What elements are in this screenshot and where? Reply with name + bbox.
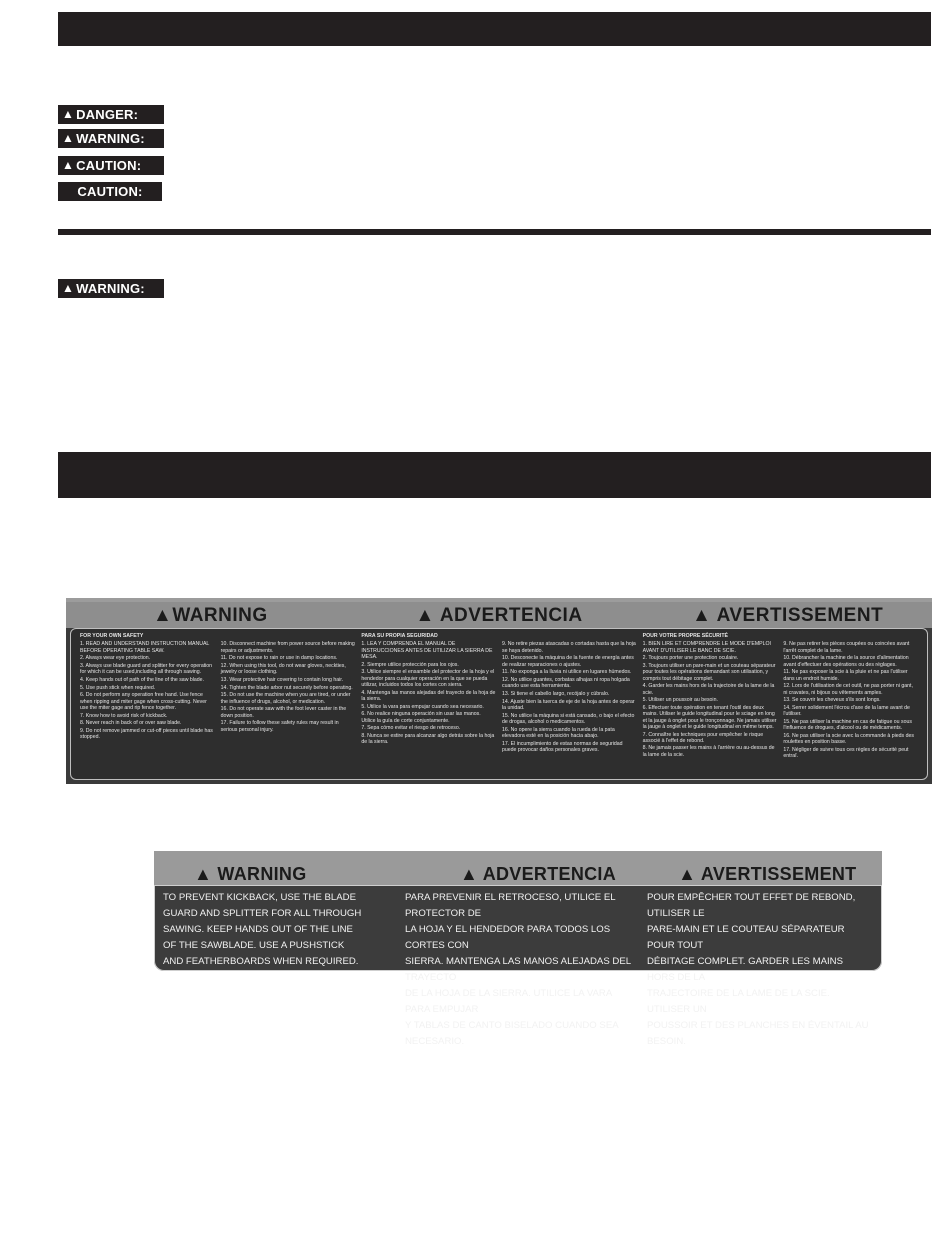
rule-item: 5. Utilice la vara para empujar cuando sea necesario. <box>361 703 484 710</box>
label-line: POUR EMPÊCHER TOUT EFFET DE REBOND, UTILISER LE <box>647 892 856 919</box>
french-column <box>640 633 921 775</box>
danger-signal <box>58 105 164 124</box>
rule-item: 13. Se couvrir les cheveux s'ils sont longs. <box>783 697 881 704</box>
label-line: DÉBITAGE COMPLET. GARDER LES MAINS HORS DE LA <box>647 956 844 983</box>
rule-item: 7. Sepa cómo evitar el riesgo de retroceso. <box>361 725 461 732</box>
label-line: AND FEATHERBOARDS WHEN REQUIRED. <box>163 956 359 967</box>
rule-item: 8. Never reach in back of or over saw blade. <box>80 720 182 727</box>
top-section-bar <box>58 12 931 46</box>
rule-item: 5. Use push stick when required. <box>80 684 156 691</box>
rule-item: 3. Always use blade guard and splitter for every operation for which it can be used,including all through sawing. <box>80 662 213 676</box>
english-rules-a <box>80 641 215 742</box>
rule-item: 15. Ne pas utiliser la machine en cas de fatigue ou sous l'influence de drogues, d'alcool ou de médicaments. <box>783 718 912 732</box>
label-line: SIERRA. MANTENGA LAS MANOS ALEJADAS DEL TRAYECTO <box>405 956 631 983</box>
label-line: PARA PREVENIR EL RETROCESO, UTILICE EL PROTECTOR DE <box>405 892 616 919</box>
danger-label: DANGER: <box>76 107 139 122</box>
warning-triangle-icon: ▲ <box>62 281 75 295</box>
rule-item: 13. Wear protective hair covering to contain long hair. <box>220 676 344 683</box>
rule-item: 1. LEA Y COMPRENDA EL MANUAL DE INSTRUCCIONES ANTES DE UTILIZAR LA SIERRA DE MESA. <box>361 641 493 660</box>
label-line: POUSSOIR ET DES PLANCHES EN ÉVENTAIL AU BESOIN. <box>647 1020 869 1047</box>
rule-item: 15. Do not use the machine when you are tired, or under the influence of drugs, alcohol, or medication. <box>220 692 351 705</box>
label-line: LA HOJA Y EL HENDEDOR PARA TODOS LOS CORTES CON <box>405 924 611 951</box>
caution-signal-no-icon <box>58 182 162 201</box>
spanish-rules-a <box>361 641 496 754</box>
small-label-headers <box>154 851 882 885</box>
warning-triangle-icon: ▲ <box>62 131 75 145</box>
rule-item: 10. Disconnect machine from power source before making repairs or adjustments. <box>220 641 355 654</box>
rule-item: 11. Do not expose to rain or use in damp locations. <box>220 655 338 662</box>
warning-triangle-icon: ▲ <box>62 158 75 172</box>
rule-item: 16. Ne pas utiliser la scie avec la commande à pieds des roulettes en position basse. <box>783 732 914 746</box>
rule-item: 12. Lors de l'utilisation de cet outil, ne pas porter ni gant, ni cravates, ni bijoux ou vêtements amples. <box>783 683 913 696</box>
rule-item: 17. El incumplimiento de estas normas de seguridad puede provocar daños personales graves. <box>502 740 623 753</box>
warning-label: WARNING: <box>76 131 145 146</box>
rule-item: 3. Toujours utiliser un pare-main et un couteau séparateur pour toutes les opérations demandant son utilisation, y compris tout débitage complet. <box>642 662 776 682</box>
rule-item: 7. Know how to avoid risk of kickback. <box>80 712 168 719</box>
header-french: ▲ AVERTISSEMENT <box>692 605 884 626</box>
rule-item: 2. Siempre utilice protección para los ojos. <box>361 661 459 668</box>
rule-item: 11. Ne pas exposer la scie à la pluie et ne pas l'utiliser dans un endroit humide. <box>783 669 908 682</box>
rule-item: 9. No retire piezas atascadas o cortadas hasta que la hoja se haya detenido. <box>502 641 636 654</box>
label-line: DE LA HOJA DE LA SIERRA. UTILICE LA VARA PARA EMPUJAR <box>405 988 612 1015</box>
rule-item: 3. Utilice siempre el ensamble del protector de la hoja y el hendedor para cualquier operación en la que se pueda utilizar, incluidos todos los cortes con sierra. <box>361 669 495 688</box>
rule-item: 15. No utilice la máquina si está cansado, o bajo el efecto de drogas, alcohol o medicamentos. <box>502 712 635 725</box>
label-line: Y TABLAS DE CANTO BISELADO CUANDO SEA NECESARIO. <box>405 1020 619 1047</box>
french-rules-a <box>643 641 778 761</box>
small-header-french: ▲ AVERTISSEMENT <box>678 864 857 884</box>
header-english: ▲WARNING <box>153 605 268 626</box>
caution-label: CAUTION: <box>76 158 142 173</box>
rule-item: 6. Do not perform any operation free hand. Use fence when ripping and miter gage when cross-cutting. Never use the miter gage and rip fence together. <box>80 692 207 711</box>
spanish-column <box>358 633 639 775</box>
rule-item: 9. Do not remove jammed or cut-off pieces until blade has stopped. <box>80 727 213 741</box>
header-spanish: ▲ ADVERTENCIA <box>415 605 583 626</box>
label-line: SAWING. KEEP HANDS OUT OF THE LINE <box>163 924 353 935</box>
warning-signal <box>58 129 164 148</box>
rule-item: 1. READ AND UNDERSTAND INSTRUCTION MANUAL BEFORE OPERATING TABLE SAW. <box>80 641 210 654</box>
rule-item: 16. No opere la sierra cuando la rueda de la pata elevadora esté en la posición hacia abajo. <box>502 726 615 739</box>
spanish-rules-b <box>502 641 637 754</box>
label-line: TRAJECTOIRE DE LA LAME DE LA SCIE. UTILISER UN <box>647 988 830 1015</box>
rule-item: 2. Always wear eye protection. <box>80 655 151 662</box>
rule-item: 10. Desconecte la máquina de la fuente de energía antes de realizar reparaciones o ajustes. <box>502 655 634 668</box>
rule-item: 16. Do not operate saw with the foot lever caster in the down position. <box>220 706 347 719</box>
english-rules-b <box>221 641 356 742</box>
rule-item: 2. Toujours porter une protection oculaire. <box>642 655 739 662</box>
english-title: FOR YOUR OWN SAFETY <box>80 633 144 639</box>
warning-label-small <box>154 851 882 1047</box>
rule-item: 13. Si tiene el cabello largo, recójalo y cúbralo. <box>502 690 610 697</box>
label-headers <box>66 602 932 628</box>
warning-label-2: WARNING: <box>76 281 145 296</box>
rule-item: 11. No exponga a la lluvia ni utilice en lugares húmedos. <box>502 669 632 676</box>
section-header-bar <box>58 452 931 498</box>
english-column <box>77 633 358 775</box>
rule-item: 14. Ajuste bien la tuerca de eje de la hoja antes de operar la unidad. <box>502 698 635 711</box>
caution-label-plain: CAUTION: <box>77 184 143 199</box>
rule-item: 14. Tighten the blade arbor nut securely before operating. <box>220 684 353 691</box>
label-line: GUARD AND SPLITTER FOR ALL THROUGH <box>163 908 362 919</box>
rule-item: 9. Ne pas retirer les pièces coupées ou coincées avant l'arrêt complet de la lame. <box>783 641 910 654</box>
rule-item: 1. BIEN LIRE ET COMPRENDRE LE MODE D'EMPLOI AVANT D'UTILISER LE BANC DE SCIE. <box>642 641 771 654</box>
warning-label-large <box>66 598 932 784</box>
rule-item: 14. Serrer solidement l'écrou d'axe de la lame avant de l'utiliser. <box>783 704 910 718</box>
warning-triangle-icon: ▲ <box>62 107 75 121</box>
small-header-english: ▲ WARNING <box>194 864 307 884</box>
rule-item: 4. Garder les mains hors de la trajectoire de la lame de la scie. <box>642 683 775 696</box>
rule-item: 4. Keep hands out of path of the line of the saw blade. <box>80 676 205 683</box>
label-line: TO PREVENT KICKBACK, USE THE BLADE <box>163 892 356 903</box>
rule-item: 4. Mantenga las manos alejadas del trayecto de la hoja de la sierra. <box>361 689 496 702</box>
section-divider <box>58 229 931 235</box>
rule-item: 7. Connaître les techniques pour empêcher le risque associé à l'effet de rebond. <box>642 731 764 744</box>
small-spanish-text <box>397 886 639 1047</box>
small-french-text <box>639 886 881 1047</box>
rule-item: 12. When using this tool, do not wear gloves, neckties, jewelry or loose clothing. <box>220 662 346 676</box>
rule-item: 6. Effectuer toute opération en tenant l'outil des deux mains. Utiliser le guide longitudinal pour le sciage en long et la jauge à onglet pour le tronçonnage. Ne jamais utiliser la jauge à onglet et le guide longitudinal en même temps. <box>642 704 777 730</box>
rule-item: 12. No utilice guantes, corbatas alhajas ni ropa holgada cuando use esta herramienta. <box>502 676 630 690</box>
small-english-text <box>155 886 397 970</box>
rule-item: 17. Failure to follow these safety rules may result in serious personal injury. <box>220 720 339 733</box>
rule-item: 17. Négliger de suivre tous ces règles de sécurité peut entraî. <box>783 746 909 760</box>
rule-item: 5. Utiliser un poussoir au besoin. <box>642 697 718 704</box>
caution-signal <box>58 156 164 175</box>
spanish-title: PARA SU PROPIA SEGURIDAD <box>361 633 438 639</box>
rule-item: 6. No realice ninguna operación sin usar las manos. Utilice la guía de corte conjuntamente. <box>361 711 481 724</box>
rule-item: 8. Ne jamais passer les mains à l'arrière ou au-dessus de la lame de la scie. <box>642 745 775 758</box>
rule-item: 10. Débrancher la machine de la source d'alimentation avant d'effectuer des opérations ou des réglages. <box>783 655 909 668</box>
small-header-spanish: ▲ ADVERTENCIA <box>459 864 617 884</box>
french-title: POUR VOTRE PROPRE SÉCURITÉ <box>642 633 728 639</box>
french-rules-b <box>783 641 918 761</box>
warning-signal-2 <box>58 279 164 298</box>
label-line: PARE-MAIN ET LE COUTEAU SÉPARATEUR POUR TOUT <box>647 924 845 951</box>
label-line: OF THE SAWBLADE. USE A PUSHSTICK <box>163 940 345 951</box>
label-body <box>70 628 928 780</box>
rule-item: 8. Nunca se estire para alcanzar algo detrás sobre la hoja de la sierra. <box>361 732 495 746</box>
